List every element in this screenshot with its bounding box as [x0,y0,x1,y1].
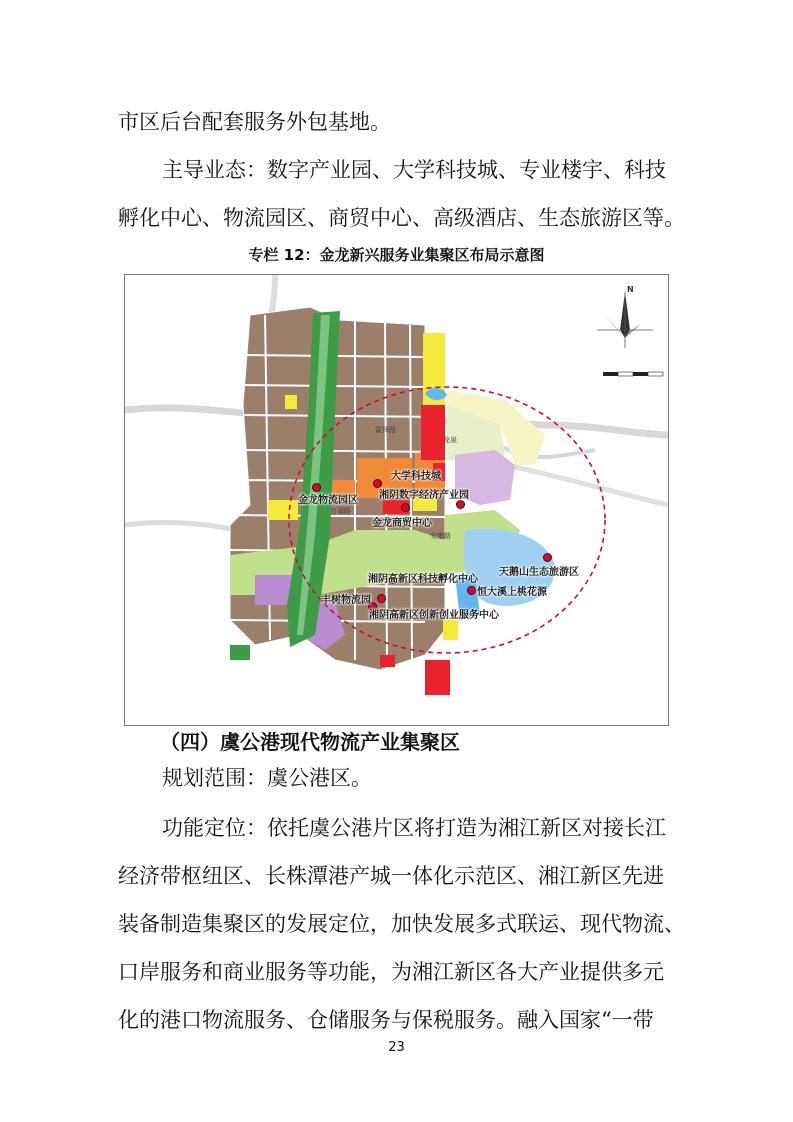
paragraph-line: 市区后台配套服务外包基地。 [118,110,391,134]
map-pin [401,503,410,512]
scope-line: 规划范围：虞公港区。 [162,766,372,790]
paragraph-line: 化的港口物流服务、仓储服务与保税服务。融入国家“一带 [118,1008,654,1032]
page-number: 23 [388,1040,405,1055]
place-label: 湘阴高新区科技孵化中心 [368,574,478,585]
map-pin [456,500,465,509]
section-heading: （四）虞公港现代物流产业集聚区 [160,730,460,754]
paragraph-line: 经济带枢纽区、长株潭港产城一体化示范区、湘江新区先进 [118,864,664,888]
paragraph-line: 装备制造集聚区的发展定位，加快发展多式联运、现代物流、 [118,912,685,936]
north-label: N [627,285,634,294]
map-pin [543,553,552,562]
scale-bar [603,372,663,376]
place-label: 金龙商贸中心 [372,518,432,529]
road-label: 万福路 [330,507,351,515]
map-pin [377,594,386,603]
map-pin [467,586,476,595]
road-label: 安康路 [430,532,451,540]
paragraph-line: 孵化中心、物流园区、商贸中心、高级酒店、生态旅游区等。 [118,206,685,230]
place-label: 湘阴数字经济产业园 [379,490,469,501]
road-label: 龙泉 [443,436,457,444]
paragraph-line: 功能定位：依托虞公港片区将打造为湘江新区对接长江 [162,816,666,840]
paragraph-line: 主导业态：数字产业园、大学科技城、专业楼宇、科技 [162,158,666,182]
paragraph-line: 口岸服务和商业服务等功能，为湘江新区各大产业提供多元 [118,960,664,984]
north-arrow-icon [597,292,653,348]
place-label: 湘阴高新区创新创业服务中心 [369,610,499,621]
place-label: 大学科技城 [391,471,441,482]
place-label: 丰树物流园 [321,595,371,606]
layout-map [124,274,669,726]
place-label: 恒大溪上桃花源 [477,587,547,598]
road-label: 雷锋路 [375,426,396,434]
figure-caption: 专栏 12：金龙新兴服务业集聚区布局示意图 [248,246,545,264]
place-label: 金龙物流园区 [298,495,358,506]
place-label: 天鹅山生态旅游区 [499,567,579,578]
